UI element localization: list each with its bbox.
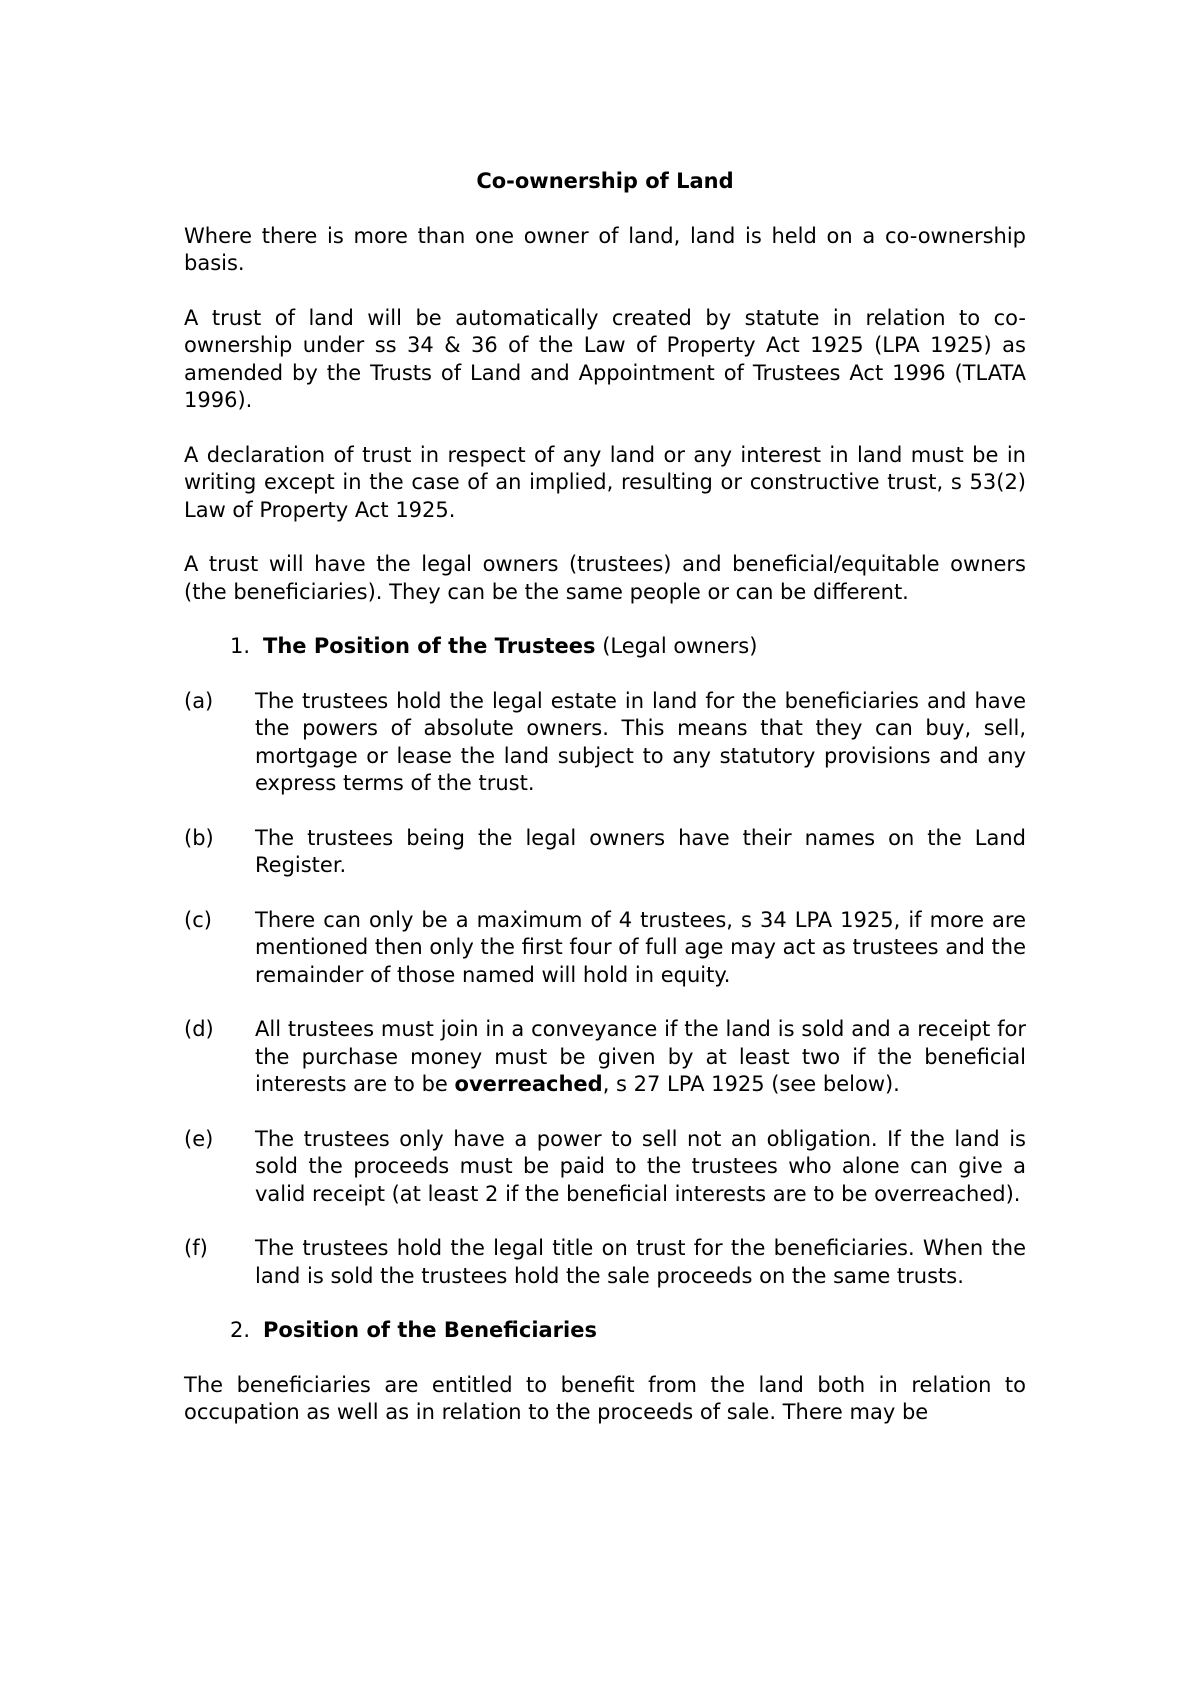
list-item — [184, 907, 1026, 990]
list-item-text — [255, 1016, 1026, 1099]
paragraph-intro: Where there is more than one owner of land, land is held on a co-ownership basis. — [184, 223, 1026, 275]
list-item — [184, 1016, 1026, 1099]
list-item-text-end: , s 27 LPA 1925 (see below). — [602, 1072, 900, 1096]
section-number: 2. — [230, 1318, 251, 1342]
paragraph-declaration-of-trust: A declaration of trust in respect of any land or any interest in land must be in writing except in the case of an implied, resulting or constructive trust, s 53(2) Law of Property Act 1925. — [184, 442, 1026, 522]
list-item-text-start: All trustees must join in a conveyance if the land is sold and a receipt for the purchase money must be given by at least two if the beneficial interests are to be — [255, 1017, 1026, 1096]
list-item-text: The trustees hold the legal title on trust for the beneficiaries. When the land is sold the trustees hold the sale proceeds on the same trusts. — [255, 1236, 1026, 1288]
list-item-text: The trustees being the legal owners have their names on the Land Register. — [255, 825, 1026, 877]
paragraph-trust-of-land: A trust of land will be automatically created by statute in relation to co-ownership under ss 34 & 36 of the Law of Property Act 1925 (LPA 1925) as amended by the Trusts of Land and Appointment of Trustees Act 1996 (TLATA 1996). — [184, 305, 1026, 412]
list-item-label: (c) — [184, 907, 212, 932]
list-item-text: The trustees only have a power to sell not an obligation. If the land is sold the proceeds must be paid to the trustees who alone can give a valid receipt (at least 2 if the beneficial interests are to be overreached). — [255, 1126, 1026, 1206]
document-body — [184, 168, 1026, 1454]
list-item-label: (e) — [184, 1126, 214, 1151]
list-item — [184, 1235, 1026, 1290]
list-item — [184, 825, 1026, 880]
section-subtitle: (Legal owners) — [602, 634, 758, 658]
list-item-label: (d) — [184, 1017, 214, 1041]
list-item-text: The trustees hold the legal estate in land for the beneficiaries and have the powers of absolute owners. This means that they can buy, sell, mortgage or lease the land subject to any statutory provisions and any express terms of the trust. — [255, 688, 1026, 795]
section-title: Position of the Beneficiaries — [263, 1318, 597, 1342]
list-item-text: There can only be a maximum of 4 trustees, s 34 LPA 1925, if more are mentioned then only the first four of full age may act as trustees and the remainder of those named will hold in equity. — [255, 907, 1026, 987]
emphasis-overreached: overreached — [454, 1072, 603, 1096]
list-item-label: (f) — [184, 1236, 208, 1260]
list-item-label: (a) — [184, 688, 214, 713]
document-title: Co-ownership of Land — [476, 169, 734, 193]
section-heading-trustees — [184, 633, 1026, 661]
paragraph-beneficiaries: The beneficiaries are entitled to benefit from the land both in relation to occupation as well as in relation to the proceeds of sale. There may be — [184, 1372, 1026, 1424]
section-title: The Position of the Trustees — [263, 634, 596, 658]
section-number: 1. — [230, 634, 251, 658]
section-heading-beneficiaries — [184, 1317, 1026, 1345]
paragraph-legal-and-beneficial-owners: A trust will have the legal owners (trustees) and beneficial/equitable owners (the beneficiaries). They can be the same people or can be different. — [184, 552, 1026, 604]
list-item — [184, 1126, 1026, 1209]
list-item-label: (b) — [184, 825, 214, 850]
list-item — [184, 688, 1026, 798]
